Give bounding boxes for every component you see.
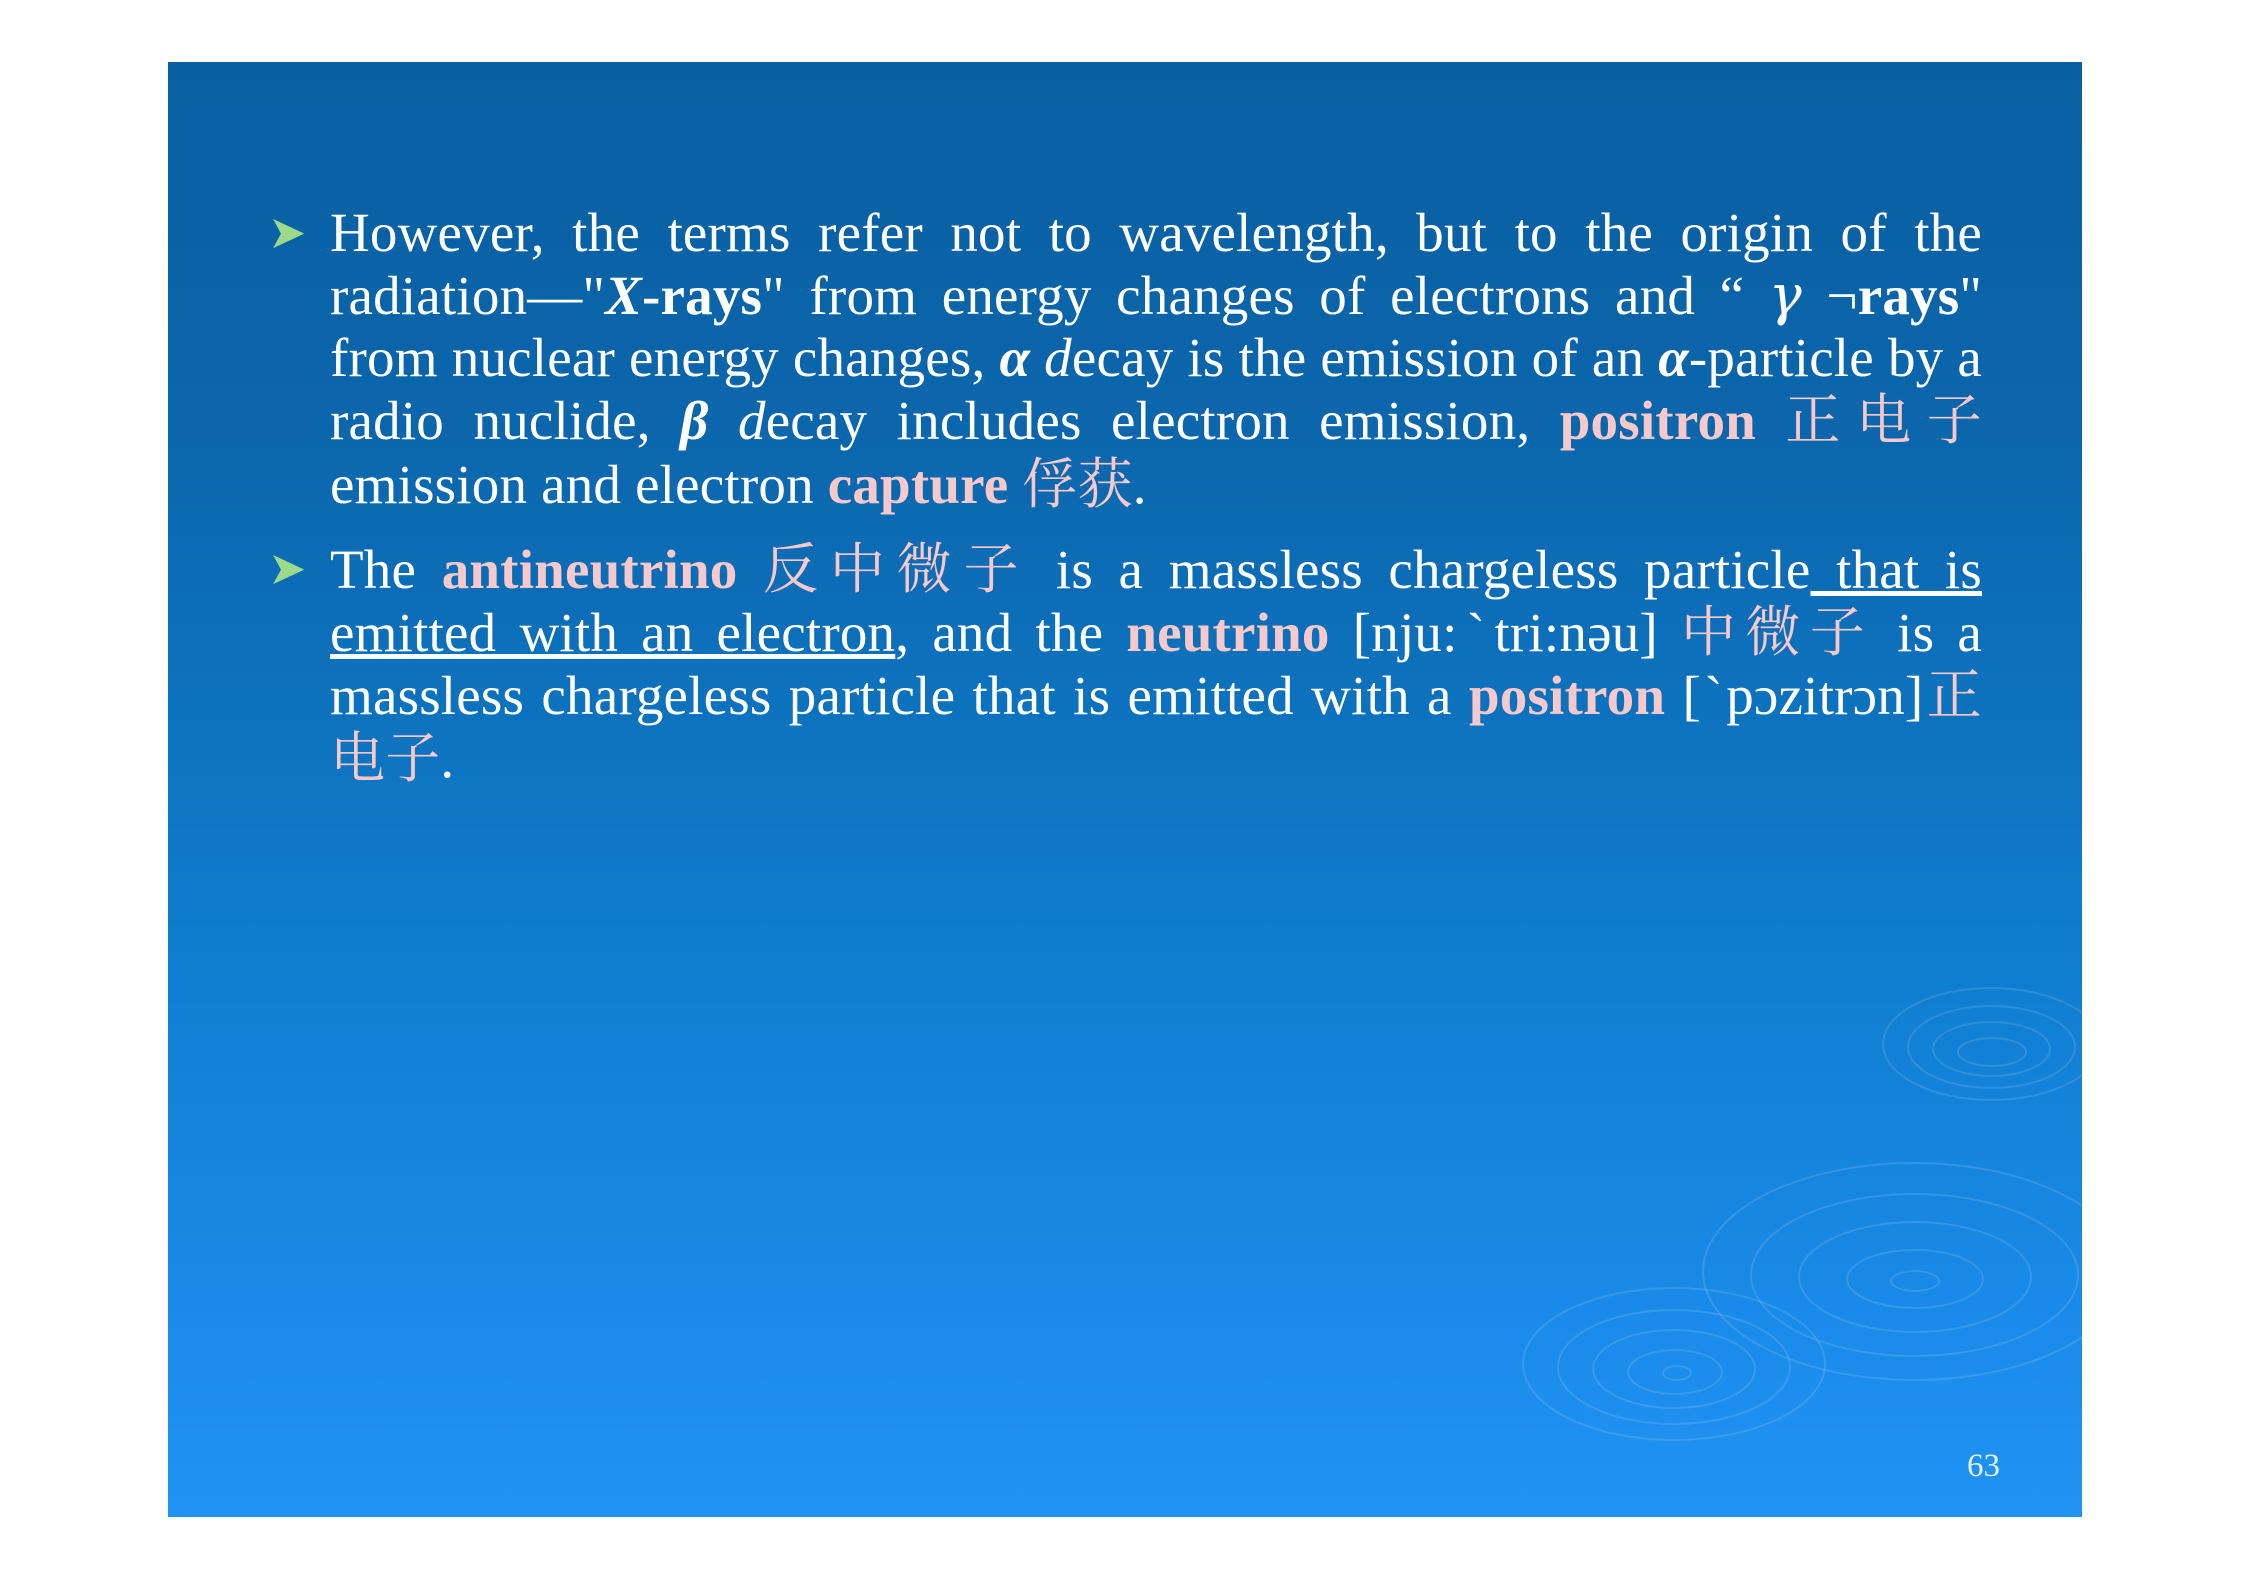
bullet-marker-icon: ➤	[268, 540, 307, 595]
bullet-marker-icon: ➤	[268, 205, 307, 259]
paragraph-1: However, the terms refer not to wavelength, but to the origin of the radiation—"X-rays" from energy changes of electrons and “ γ ¬rays" from nuclear energy changes, α decay is the emission of an α-particle by a radio nuclide, β decay includes electron emission, positron 正电子emission and electron capture 俘获.	[330, 202, 1983, 516]
paragraph-2: The antineutrino 反中微子 is a massless chargeless particle that is emitted with an electron, and the neutrino [nju:ˋtri:nəu] 中微子 is a massless chargeless particle that is emitted with a positron [ˋpɔzitrɔn]正电子.	[330, 536, 1983, 791]
bullet-item-1	[268, 202, 1982, 516]
slide-canvas	[168, 62, 2082, 1517]
bullet-item-2	[268, 538, 1982, 791]
decorative-ripples	[982, 957, 2082, 1517]
slide-body	[168, 62, 2082, 790]
page-number: 63	[1967, 1448, 2000, 1484]
